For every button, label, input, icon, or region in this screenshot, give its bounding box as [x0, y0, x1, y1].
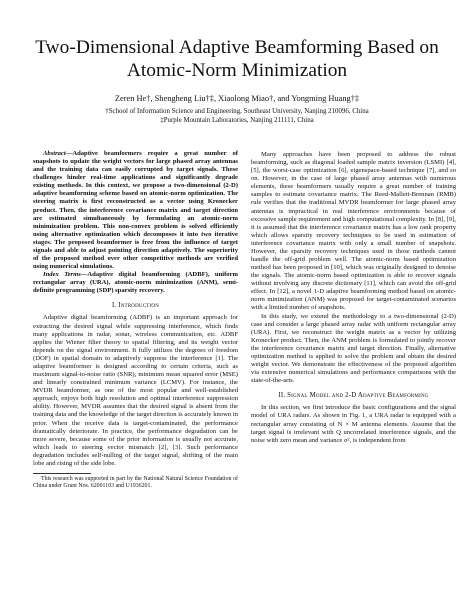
- author-list: Zeren He†, Shengheng Liu†‡, Xiaolong Miao†, and Yongming Huang†‡: [114, 94, 360, 103]
- right-column: [251, 151, 456, 445]
- intro-paragraph-3: In this study, we extend the methodology to a two-dimensional (2-D) case and consider a large phased array radar with uniform rectangular array (URA). First, we reconstruct the weight matrix as a vector by utilizing Kronecker product. Then, the ANM problem is formulated to jointly recover the interference covariance matrix and target direction. Finally, alternative optimization method is applied to solve the problem and obtain the desired weight vector. We demonstrate the effectiveness of the proposed algorithm via extensive numerical simulations and performance comparisons with the state-of-the-arts.: [251, 312, 456, 385]
- funding-footnote: This research was supported in part by the National Natural Science Foundation of China under Grant Nos. 62001103 and U1936201.: [33, 475, 238, 490]
- footnote-rule: [33, 473, 91, 474]
- index-terms: [33, 271, 238, 295]
- section-2-title: Signal Model and 2-D Adaptive Beamforming: [287, 392, 429, 400]
- abstract-text: Adaptive beamformers require a great number of snapshots to update the weight vectors for large phased array antennas and the training data can easily corrupted by target signals. These challenges hinder real-time applications and significantly degrade existing methods. In this context, we propose a two-dimensional (2-D) adaptive beamforming scheme based on atomic-norm optimization. The steering matrix is first reconstructed as a vector using Kronecker product. Then, the interference covariance matrix and target direction are estimated simultaneously by formulating an atomic-norm minimization problem. This non-convex problem is solved efficiently using alternative optimization which decomposes it into two iterative stages. The proposed beamformer is free from the influence of target signals and able to adjust pointing direction adaptively. The superiority of the proposed method over other competitive methods are verified using numerical simulations.: [33, 150, 238, 271]
- intro-paragraph-2: Many approaches have been proposed to address the robust beamforming, such as diagonal loaded sample matrix inversion (LSMI) [4], [5], the worst-case optimization [6], eigenspace-based technique [7], and so on. However, in the case of large phased array antennas with numerous elements, these beamformers usually require a great number of training samples to estimate covariance matrix. The Reed-Mallett-Brennan (RMB) rule verifies that the traditional MVDR beamformer for large phased array antennas is impractical in real interference environments because of excessive sample requirement and high computational complexity. In [8], [9], it is assumed that the interference covariance matrix has a low rank property which allows sparsity recovery techniques to be used in estimation of interference covariance matrix with only a small number of snapshots. However, the sparsity recovery techniques used in those methods cannot handle the off-grid problem well. The atomic-norm based optimization method has been proposed in [10], which was originally designed to denoise the signals. The atomic-norm based optimization is able to recover signals without involving any discrete dictionary [11], which can avoid the off-grid effect. In [12], a novel 1-D adaptive beamforming method based on atomic-norm minimization (ANM) was proposed for target-contaminated scenarios with a limited number of snapshots.: [251, 151, 456, 312]
- intro-paragraph-1: Adaptive digital beamforming (ADBF) is an important approach for extracting the desired signal while suppressing interference, which finds many applications in radar, sonar, wireless communication, etc. ADBF applies the Wiener filter theory to spatial filtering, and its weight vector depends on the signal environment. It fully utilizes the degrees of freedom (DOF) in spatial domain to adaptively suppress the interference [1]. The adaptive beamformer is designed according to certain criteria, such as maximum signal-to-noise ratio (SNR), minimum mean squared error (MSE) and linearly constrained minimum variance (LCMV). For instance, the MVDR beamformer, as one of the most popular and well-established approach, enjoys both high resolution and optimal interference suppression ability. However, MVDR assumes that the desired signal is absent from the training data and the knowledge of the target direction is accurately known in prior. When the receive data is target-contaminated, the performance dramatically deteriorate. In practice, the performance degradation can be more severe, because some of the prior information is usually not accurate, which leads to steering vector mismatch [2], [3]. Such performance degradation includes self-nulling of the target signal, shifting of the main lobe and rising of the side lobe.: [33, 314, 238, 467]
- index-terms-text: —Adaptive digital beamforming (ADBF), uniform rectangular array (URA), atomic-norm minimization (ANM), semi-definite programming (SDP) sparsity recovery.: [33, 271, 238, 295]
- affiliation-2: ‡Purple Mountain Laboratories, Nanjing 211111, China: [160, 117, 314, 125]
- abstract: [33, 150, 238, 271]
- section-heading-signal-model: [251, 392, 456, 400]
- paper-title: [20, 36, 454, 82]
- section-heading-introduction: [33, 302, 238, 310]
- index-terms-lead: Index Terms: [43, 271, 81, 279]
- affiliation-1: †School of Information Science and Engineering, Southeast University, Nanjing 210096, China: [105, 108, 369, 115]
- signal-model-paragraph-1: In this section, we first introduce the basic configurations and the signal model of URA radars. As shown in Fig. 1, a URA radar is equipped with a rectangular array consisting of N × M antenna elements. Assume that the target signal is irrelevant with Q uncorrelated interference signals, and the noise with zero mean and variance σ², is independent from: [251, 404, 456, 444]
- section-1-number: I.: [111, 302, 119, 310]
- left-column: [33, 150, 238, 490]
- section-1-title: Introduction: [118, 302, 160, 310]
- affiliations: [20, 107, 454, 125]
- abstract-lead: Abstract—: [43, 150, 73, 157]
- title-line-1: Two-Dimensional Adaptive Beamforming Based on: [35, 37, 439, 58]
- section-2-number: II.: [278, 392, 288, 400]
- title-line-2: Atomic-Norm Minimization: [126, 60, 348, 81]
